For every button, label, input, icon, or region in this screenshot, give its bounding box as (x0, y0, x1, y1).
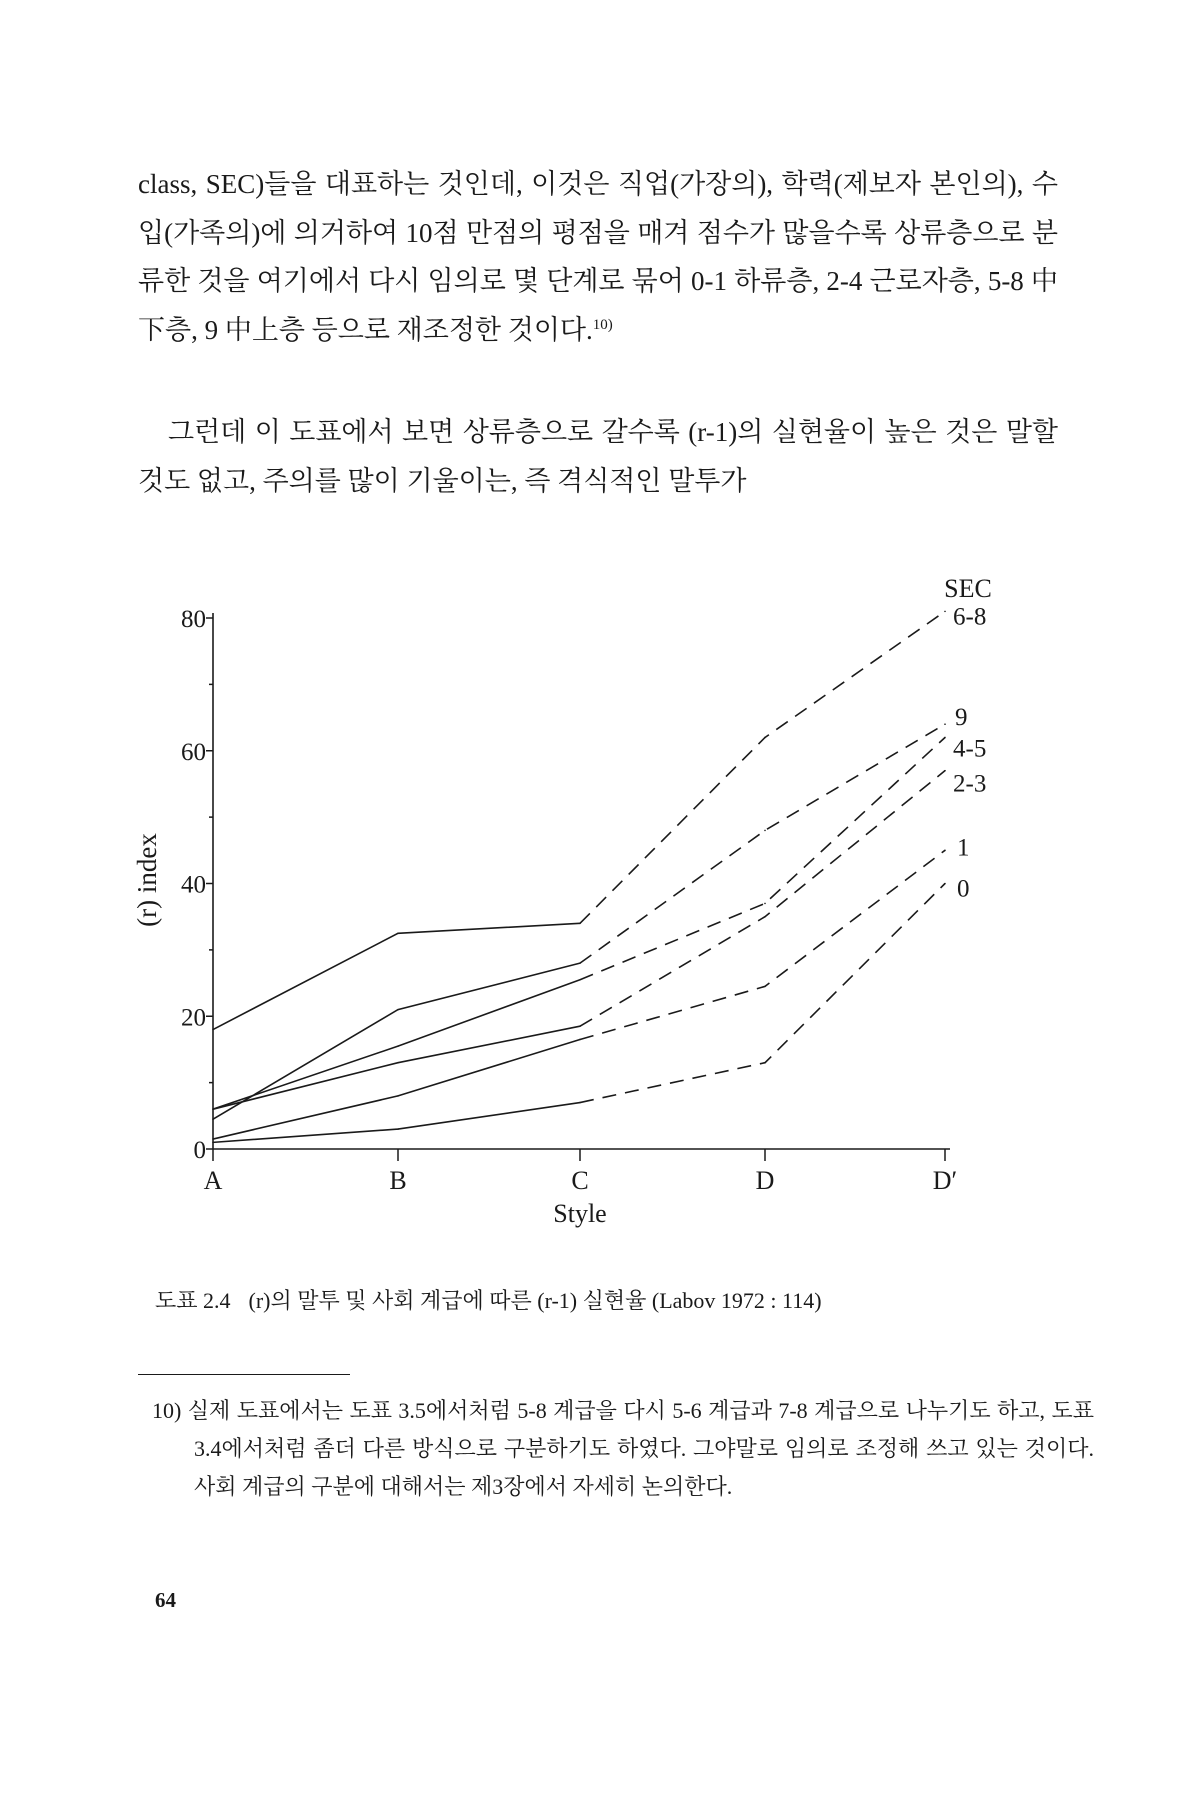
data-point (579, 962, 581, 964)
footnote: 10) 실제 도표에서는 도표 3.5에서처럼 5-8 계급을 다시 5-6 계급과 7-8 계급으로 나누기도 하고, 도표 3.4에서처럼 좀더 다른 방식으로 구분하기도 하였다. 그야말로 임의로 조정해 쓰고 있는 것이다. 사회 계급의 구분에 대해서는 제3장에서 자세히 논의한다. (152, 1398, 1094, 1499)
series-label: 1 (957, 834, 970, 862)
series-line-dashed (580, 850, 945, 1039)
series-0 (212, 883, 946, 1143)
series-label: 4-5 (953, 735, 987, 763)
x-tick-label: A (203, 1166, 223, 1195)
series-6-8 (212, 611, 946, 1031)
data-point (764, 916, 766, 918)
y-tick-label: 80 (181, 606, 206, 633)
data-point (212, 1138, 214, 1140)
data-point (397, 1095, 399, 1097)
series-9 (212, 723, 946, 1120)
data-point (764, 986, 766, 988)
data-point (944, 737, 946, 739)
y-ticks (181, 606, 213, 1164)
body-paragraph-1-text: class, SEC)들을 대표하는 것인데, 이것은 직업(가장의), 학력(제보자 본인의), 수입(가족의)에 의거하여 10점 만점의 평점을 매겨 점수가 많을수록 상류층으로 분류한 것을 여기에서 다시 임의로 몇 단계로 묶어 0-1 하류층, 2-4 근로자층, 5-8 中下층, 9 中上층 등으로 재조정한 것이다. (138, 169, 1058, 345)
series-label: 0 (957, 875, 970, 903)
x-axis (204, 1149, 958, 1228)
series-line-solid (213, 980, 580, 1109)
data-point (764, 903, 766, 905)
data-point (764, 830, 766, 832)
x-tick-label: B (389, 1166, 407, 1195)
y-axis-title: (r) index (132, 833, 162, 927)
data-point (212, 1142, 214, 1144)
figure-label: 도표 2.4 (155, 1288, 231, 1313)
series-lines (212, 611, 946, 1144)
data-point (579, 1025, 581, 1027)
data-point (944, 850, 946, 852)
data-point (397, 1009, 399, 1011)
footnote-divider (138, 1374, 350, 1375)
legend-title: SEC (944, 574, 992, 603)
series-label: 2-3 (953, 770, 987, 798)
data-point (944, 611, 946, 613)
figure-caption (155, 1284, 822, 1315)
y-tick-label: 0 (193, 1137, 206, 1164)
data-point (944, 770, 946, 772)
x-ticks (204, 1149, 958, 1195)
y-axis (132, 606, 213, 1164)
series-label: 9 (955, 704, 968, 732)
series-labels (953, 603, 986, 902)
data-point (579, 979, 581, 981)
y-tick-label: 40 (181, 871, 206, 899)
data-point (764, 737, 766, 739)
series-label: 6-8 (953, 603, 987, 631)
x-tick-label: D′ (932, 1166, 958, 1195)
series-1 (212, 850, 946, 1140)
data-point (397, 1062, 399, 1064)
series-line-dashed (580, 724, 945, 963)
data-point (764, 1062, 766, 1064)
y-tick-label: 20 (181, 1004, 206, 1032)
data-point (579, 923, 581, 925)
data-point (397, 1045, 399, 1047)
series-line-dashed (580, 611, 945, 923)
data-point (397, 1128, 399, 1130)
series-line-dashed (580, 884, 945, 1103)
data-point (212, 1029, 214, 1031)
x-tick-label: C (571, 1166, 589, 1195)
figure-caption-text: (r)의 말투 및 사회 계급에 따른 (r-1) 실현율 (Labov 1972 : 114) (248, 1288, 822, 1313)
data-point (579, 1102, 581, 1104)
series-line-dashed (580, 737, 945, 979)
x-axis-title: Style (553, 1199, 607, 1228)
data-point (579, 1039, 581, 1041)
page-number: 64 (155, 1588, 176, 1612)
y-tick-label: 60 (181, 738, 206, 766)
data-point (397, 932, 399, 934)
x-tick-label: D (755, 1166, 775, 1195)
data-point (944, 883, 946, 885)
footnote-reference[interactable]: 10) (592, 316, 613, 333)
body-paragraph-2: 그런데 이 도표에서 보면 상류층으로 갈수록 (r-1)의 실현율이 높은 것은 말할 것도 없고, 주의를 많이 기울이는, 즉 격식적인 말투가 (138, 417, 1058, 496)
series-line-solid (213, 1039, 580, 1139)
data-point (212, 1118, 214, 1120)
series-line-solid (213, 1103, 580, 1143)
series-2-3 (212, 770, 946, 1110)
data-point (944, 723, 946, 725)
data-point (212, 1108, 214, 1110)
